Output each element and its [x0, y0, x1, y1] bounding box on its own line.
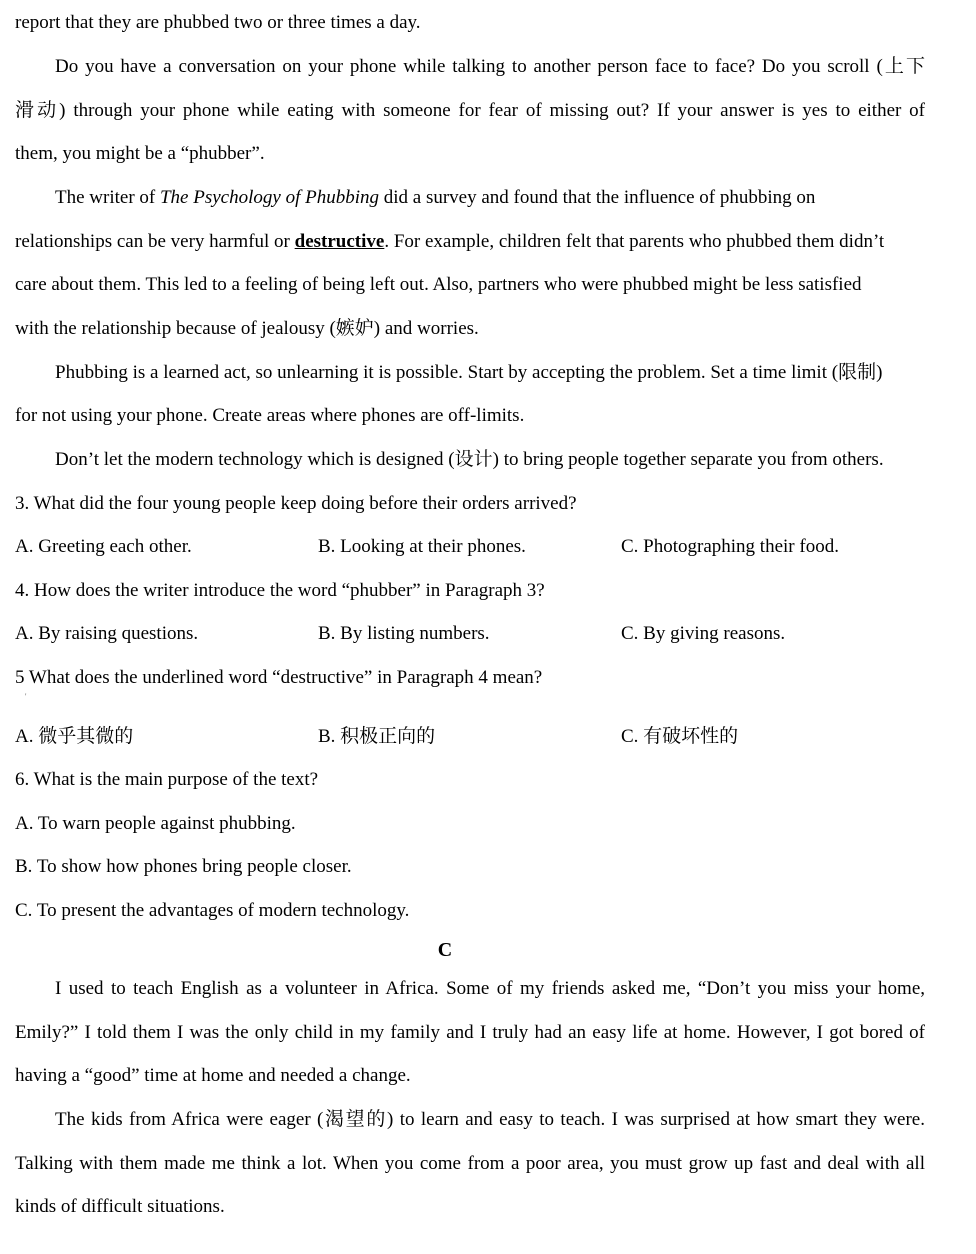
paragraph-line: Do you have a conversation on your phone while talking to another person face to face? Do you scroll (上下	[55, 56, 925, 77]
paragraph-line	[55, 186, 815, 210]
option-6a: A. To warn people against phubbing.	[15, 813, 296, 834]
paragraph-line: having a “good” time at home and needed a change.	[15, 1065, 411, 1086]
text-run: did a survey and found that the influence of phubbing on	[378, 187, 816, 208]
paragraph-line: Talking with them made me think a lot. When you come from a poor area, you must grow up fast and deal with all	[15, 1153, 925, 1174]
option-4c: C. By giving reasons.	[621, 623, 786, 644]
paragraph-line: 滑动) through your phone while eating with someone for fear of missing out? If your answer is yes to either of	[15, 100, 925, 121]
question-3: 3. What did the four young people keep doing before their orders arrived?	[15, 493, 577, 514]
paragraph-line: with the relationship because of jealousy (嫉妒) and worries.	[15, 318, 479, 339]
section-heading: C	[437, 939, 453, 961]
option-4a: A. By raising questions.	[15, 623, 199, 644]
option-5a: A. 微乎其微的	[15, 726, 134, 747]
option-6b: B. To show how phones bring people closer.	[15, 856, 352, 877]
underlined-word: destructive	[294, 231, 385, 252]
text-run: The writer of	[55, 187, 160, 208]
question-6: 6. What is the main purpose of the text?	[15, 769, 319, 790]
paragraph-line: I used to teach English as a volunteer in Africa. Some of my friends asked me, “Don’t you miss your home,	[55, 978, 925, 999]
paragraph-line: them, you might be a “phubber”.	[15, 143, 265, 164]
paragraph-line: The kids from Africa were eager (渴望的) to learn and easy to teach. I was surprised at how smart they were.	[55, 1109, 925, 1130]
option-3a: A. Greeting each other.	[15, 536, 192, 557]
question-5: 5 What does the underlined word “destructive” in Paragraph 4 mean?	[15, 667, 543, 688]
paragraph-line	[15, 230, 884, 254]
question-4: 4. How does the writer introduce the word “phubber” in Paragraph 3?	[15, 580, 545, 601]
book-title: The Psychology of Phubbing	[159, 187, 379, 208]
option-3c: C. Photographing their food.	[621, 536, 839, 557]
option-4b: B. By listing numbers.	[318, 623, 490, 644]
option-5b: B. 积极正向的	[318, 726, 436, 747]
paragraph-line: Phubbing is a learned act, so unlearning it is possible. Start by accepting the problem. Set a time limit (限制)	[55, 362, 883, 383]
paragraph-line: report that they are phubbed two or three times a day.	[15, 12, 421, 33]
option-5c: C. 有破坏性的	[621, 726, 739, 747]
paragraph-line: for not using your phone. Create areas where phones are off-limits.	[15, 405, 525, 426]
paragraph-line: kinds of difficult situations.	[15, 1196, 225, 1217]
option-3b: B. Looking at their phones.	[318, 536, 526, 557]
text-run: . For example, children felt that parents who phubbed them didn’t	[384, 231, 885, 252]
paragraph-line: Emily?” I told them I was the only child in my family and I truly had an easy life at home. However, I got bored of	[15, 1022, 925, 1043]
paragraph-line: Don’t let the modern technology which is designed (设计) to bring people together separate you from others.	[55, 449, 884, 470]
option-6c: C. To present the advantages of modern technology.	[15, 900, 410, 921]
stray-mark: '	[25, 692, 27, 701]
paragraph-line: care about them. This led to a feeling of being left out. Also, partners who were phubbed might be less satisfied	[15, 274, 862, 295]
text-run: relationships can be very harmful or	[15, 231, 295, 252]
